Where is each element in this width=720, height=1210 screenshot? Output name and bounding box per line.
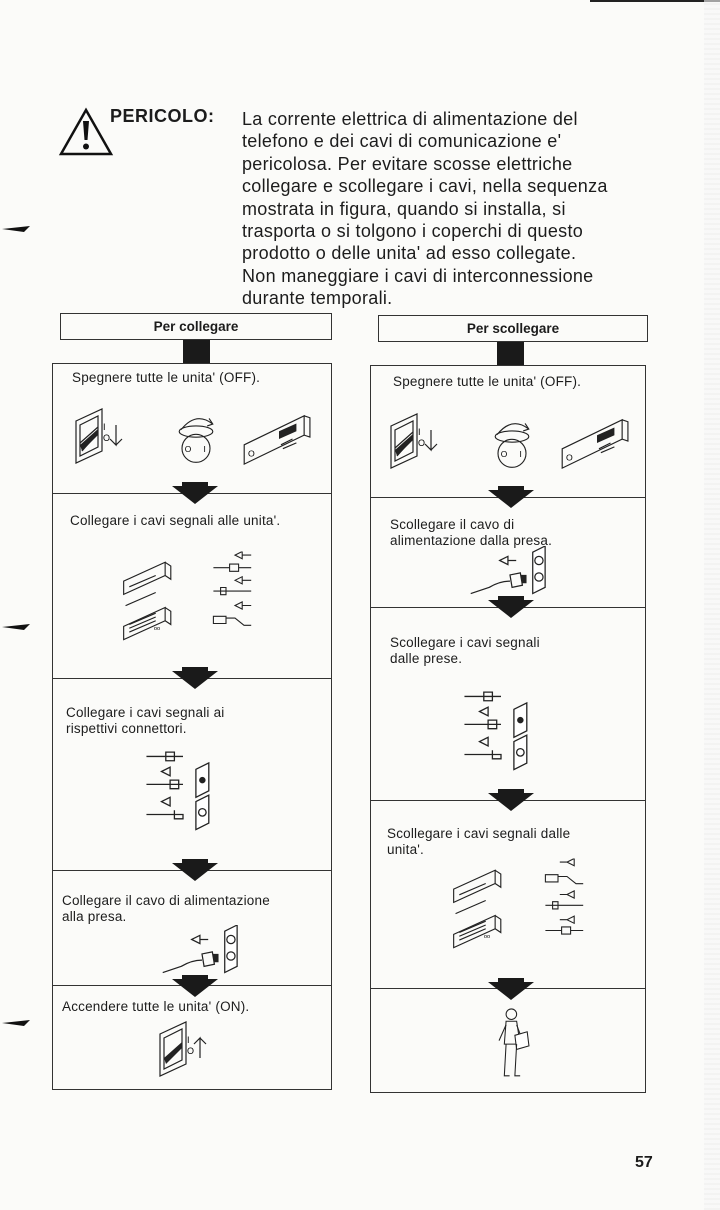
- down-arrow-icon: [172, 859, 218, 881]
- connect-step-1: Spegnere tutte le unita' (OFF).: [72, 370, 261, 385]
- down-arrow-icon: [488, 486, 534, 508]
- system-units-figure: [448, 860, 514, 956]
- top-rule: [590, 0, 720, 2]
- knob-figure: [484, 415, 540, 473]
- warning-line: Non maneggiare i cavi di interconnessione: [242, 265, 594, 286]
- page-edge-texture: [704, 0, 720, 1210]
- warning-line: collegare e scollegare i cavi, nella sequenza: [242, 176, 608, 197]
- down-arrow-icon: [488, 789, 534, 811]
- wall-connectors-figure: [140, 750, 226, 836]
- warning-line: telefono e dei cavi di comunicazione e': [242, 131, 562, 152]
- panel-switch-figure: [558, 414, 636, 472]
- connect-title: Per collegare: [153, 319, 239, 334]
- power-switch-off-figure: [385, 410, 459, 470]
- connect-step-3: Collegare i cavi segnali ai rispettivi connettori.: [66, 705, 225, 736]
- page-number: 57: [635, 1154, 653, 1171]
- disconnect-title: Per scollegare: [466, 321, 560, 336]
- power-switch-off-figure: [70, 405, 144, 465]
- person-carrying-figure: [492, 1002, 536, 1088]
- warning-triangle-icon: [58, 107, 114, 157]
- down-arrow-icon: [488, 596, 534, 618]
- margin-mark: [2, 226, 30, 232]
- connect-header: [60, 313, 332, 340]
- divider: [52, 363, 332, 364]
- header-tab: [183, 340, 210, 363]
- warning-line: trasporta o si tolgono i coperchi di questo: [242, 221, 584, 242]
- panel-switch-figure: [240, 410, 318, 468]
- connect-step-2: Collegare i cavi segnali alle unita'.: [70, 513, 281, 528]
- power-switch-on-figure: [156, 1018, 226, 1078]
- margin-mark: [2, 624, 30, 630]
- down-arrow-icon: [488, 978, 534, 1000]
- disconnect-step-4: Scollegare i cavi segnali dalle unita'.: [387, 826, 571, 857]
- signal-cables-figure: [540, 855, 594, 943]
- header-tab: [497, 342, 524, 365]
- warning-line: pericolosa. Per evitare scosse elettriche: [242, 153, 573, 174]
- warning-line: mostrata in figura, quando si installa, si: [242, 198, 566, 219]
- disconnect-header: [378, 315, 648, 342]
- down-arrow-icon: [172, 975, 218, 997]
- connect-step-5: Accendere tutte le unita' (ON).: [62, 999, 250, 1014]
- warning-line: La corrente elettrica di alimentazione del: [242, 109, 578, 129]
- down-arrow-icon: [172, 667, 218, 689]
- warning-line: prodotto o delle unita' ad esso collegate.: [242, 243, 577, 264]
- margin-mark: [2, 1020, 30, 1026]
- warning-text: [242, 108, 662, 310]
- down-arrow-icon: [172, 482, 218, 504]
- disconnect-step-3: Scollegare i cavi segnali dalle prese.: [390, 635, 540, 666]
- connect-step-4: Collegare il cavo di alimentazione alla presa.: [62, 893, 270, 924]
- warning-line: durante temporali.: [242, 288, 393, 309]
- system-units-figure: [118, 552, 184, 648]
- disconnect-step-1: Spegnere tutte le unita' (OFF).: [393, 374, 582, 389]
- wall-connectors-figure: [458, 690, 544, 776]
- divider: [370, 365, 646, 366]
- signal-cables-figure: [208, 548, 262, 636]
- disconnect-step-2: Scollegare il cavo di alimentazione dalla presa.: [390, 517, 553, 548]
- knob-figure: [168, 410, 224, 468]
- warning-label: PERICOLO:: [110, 106, 215, 126]
